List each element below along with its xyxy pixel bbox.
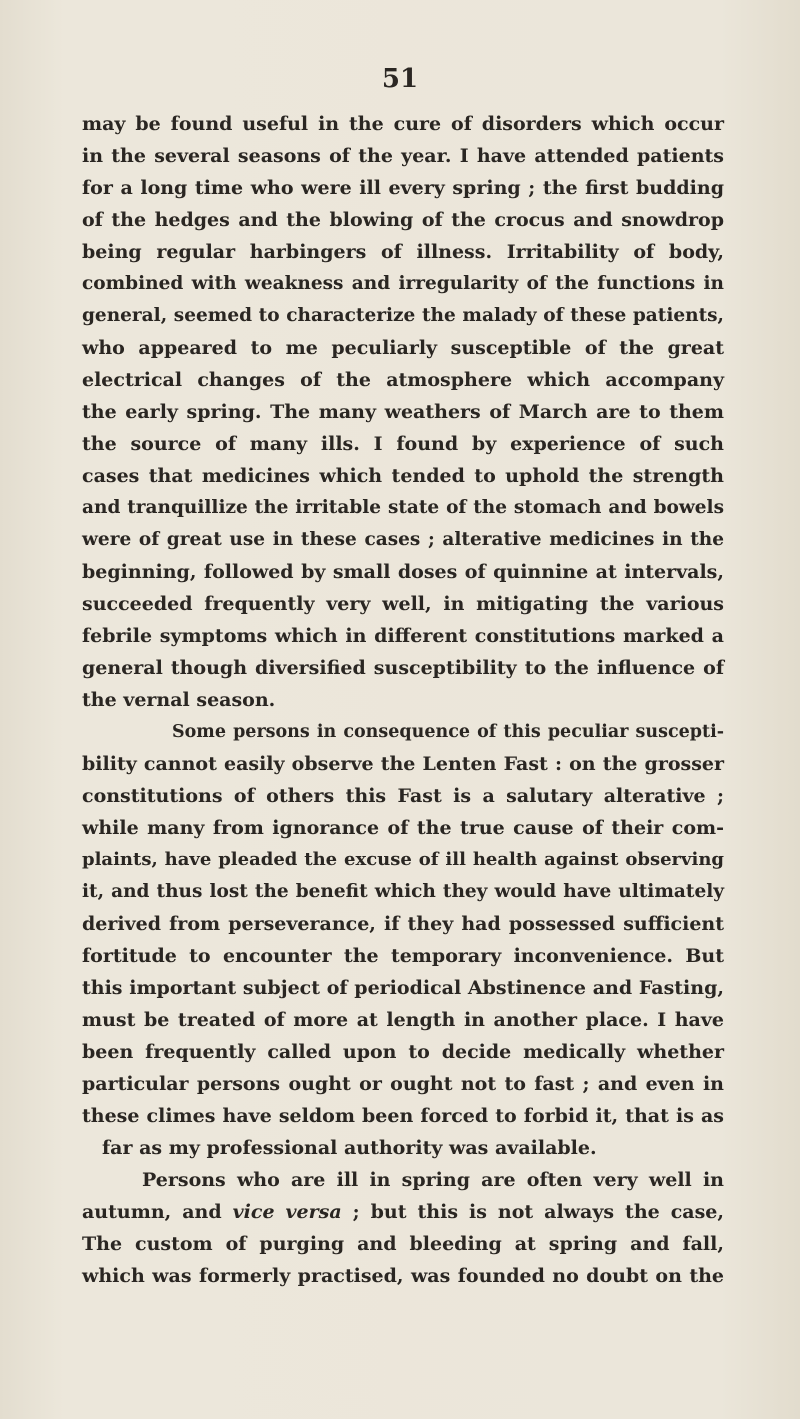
text-line: combined with weakness and irregularity of the functions in xyxy=(82,273,724,294)
text-line: it, and thus lost the benefit which they would have ultimately xyxy=(82,881,724,902)
text-line: were of great use in these cases ; alterative medicines in the xyxy=(82,529,724,550)
text-line: febrile symptoms which in different constitutions marked a xyxy=(82,625,724,647)
text-line: the vernal season. xyxy=(82,689,276,711)
text-line: who appeared to me peculiarly susceptible of the great xyxy=(82,337,724,359)
text-line: general, seemed to characterize the malady of these patients, xyxy=(82,305,724,326)
text-line: fortitude to encounter the temporary inconvenience. But xyxy=(82,945,724,967)
text-line: Persons who are ill in spring are often very well in xyxy=(142,1169,724,1191)
text-line: beginning, followed by small doses of quinnine at intervals, xyxy=(82,561,724,583)
page-body-text xyxy=(82,108,724,1292)
text-line: autumn, and vice versa ; but this is not always the case, xyxy=(82,1201,724,1223)
text-line: for a long time who were ill every spring ; the first budding xyxy=(82,177,724,199)
text-line: far as my professional authority was available. xyxy=(102,1137,597,1159)
text-line: which was formerly practised, was founded no doubt on the xyxy=(82,1265,724,1287)
text-line: the early spring. The many weathers of March are to them xyxy=(82,401,724,423)
text-line: these climes have seldom been forced to forbid it, that is as xyxy=(82,1105,724,1127)
page-number: 51 xyxy=(381,64,419,94)
text-line: succeeded frequently very well, in mitigating the various xyxy=(82,593,724,615)
text-line: bility cannot easily observe the Lenten Fast : on the grosser xyxy=(82,753,724,775)
text-line: particular persons ought or ought not to fast ; and even in xyxy=(82,1073,724,1095)
text-line: of the hedges and the blowing of the crocus and snowdrop xyxy=(82,209,724,231)
text-line: in the several seasons of the year. I have attended patients xyxy=(82,145,724,167)
text-line: The custom of purging and bleeding at spring and fall, xyxy=(82,1233,724,1255)
text-line: and tranquillize the irritable state of the stomach and bowels xyxy=(82,497,724,518)
text-line: electrical changes of the atmosphere which accompany xyxy=(82,369,724,391)
text-line: been frequently called upon to decide medically whether xyxy=(82,1041,724,1063)
text-line: the source of many ills. I found by experience of such xyxy=(82,433,724,455)
text-line: plaints, have pleaded the excuse of ill health against observing xyxy=(82,849,724,870)
text-line: this important subject of periodical Abstinence and Fasting, xyxy=(82,977,724,999)
text-line: while many from ignorance of the true cause of their com- xyxy=(82,817,724,839)
text-line: may be found useful in the cure of disorders which occur xyxy=(82,113,724,135)
text-line: cases that medicines which tended to uphold the strength xyxy=(82,465,724,487)
text-line: being regular harbingers of illness. Irritability of body, xyxy=(82,241,724,263)
text-line: general though diversified susceptibility to the influence of xyxy=(82,657,724,679)
text-line: constitutions of others this Fast is a salutary alterative ; xyxy=(82,785,724,807)
text-line: must be treated of more at length in another place. I have xyxy=(82,1009,724,1031)
text-line: derived from perseverance, if they had possessed sufficient xyxy=(82,913,724,935)
text-line: Some persons in consequence of this peculiar suscepti- xyxy=(172,722,724,742)
